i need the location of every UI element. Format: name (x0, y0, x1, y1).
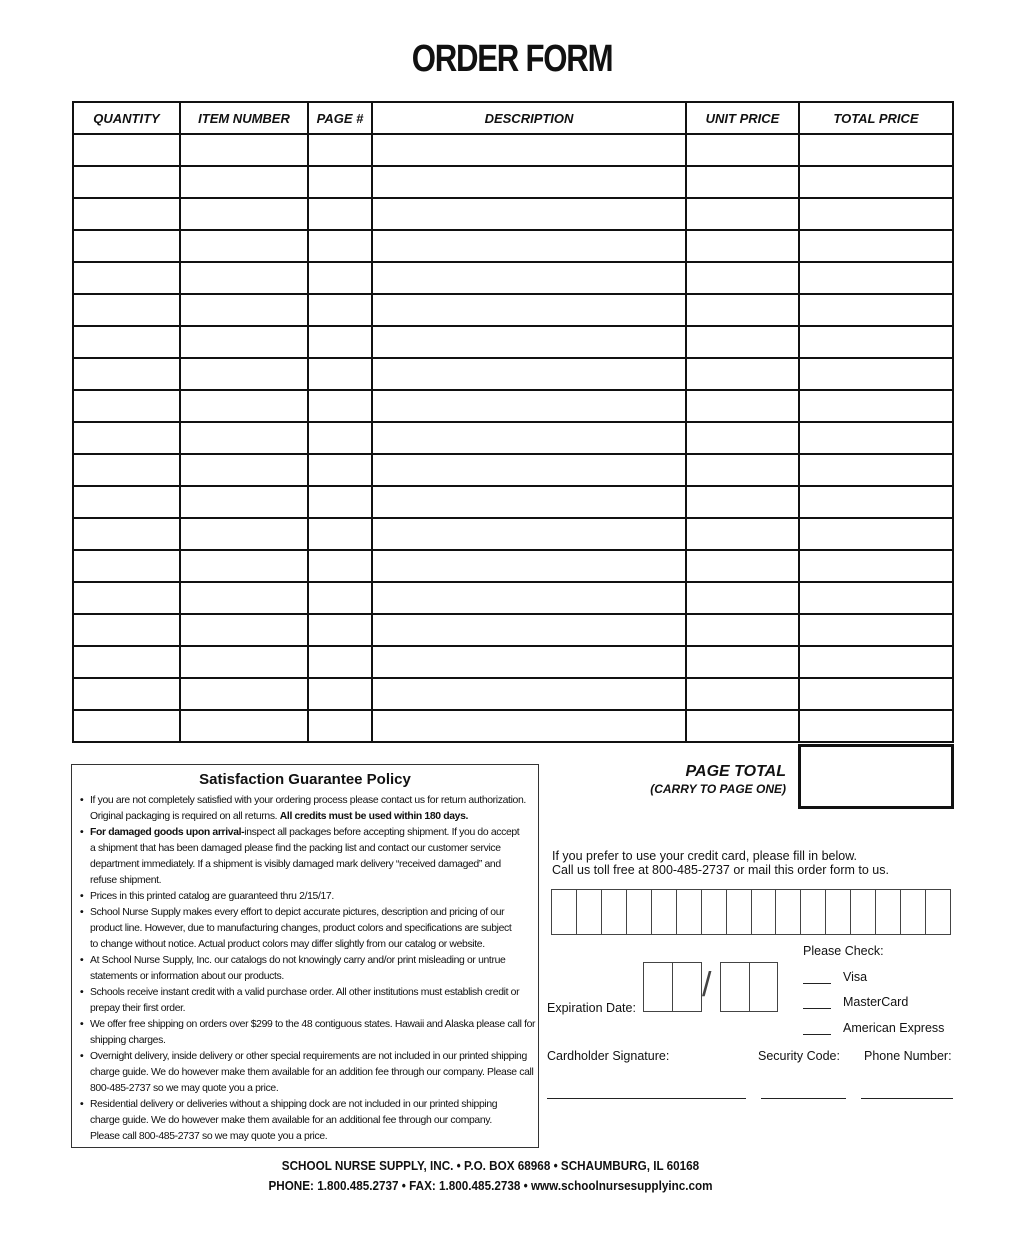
policy-item-line: prepay their first order. (90, 1003, 186, 1014)
table-cell[interactable] (686, 134, 799, 166)
table-cell[interactable] (308, 230, 372, 262)
table-cell[interactable] (180, 134, 308, 166)
table-cell[interactable] (372, 262, 686, 294)
card-digit-box[interactable] (652, 890, 677, 934)
table-row (73, 262, 953, 294)
policy-item (80, 1097, 536, 1145)
table-cell[interactable] (372, 230, 686, 262)
table-cell[interactable] (372, 326, 686, 358)
policy-list (80, 793, 536, 1145)
table-cell[interactable] (308, 614, 372, 646)
table-cell[interactable] (180, 262, 308, 294)
table-row (73, 326, 953, 358)
policy-item (80, 985, 536, 1017)
policy-item-line: shipping charges. (90, 1035, 166, 1046)
table-cell[interactable] (686, 166, 799, 198)
signature-field[interactable] (547, 1098, 746, 1099)
visa-check-line[interactable] (803, 983, 831, 984)
table-cell[interactable] (73, 582, 180, 614)
table-cell[interactable] (799, 710, 953, 742)
amex-label: American Express (843, 1021, 945, 1035)
credit-intro-line-2: Call us toll free at 800-485-2737 or mail this order form to us. (552, 863, 889, 877)
table-cell[interactable] (308, 582, 372, 614)
policy-item-line: inspect all packages before accepting shipment. If you do accept (244, 827, 520, 838)
table-cell[interactable] (308, 390, 372, 422)
table-cell[interactable] (372, 358, 686, 390)
policy-item-line: School Nurse Supply makes every effort to depict accurate pictures, description and pricing of our (90, 907, 505, 918)
header-page-number: PAGE # (308, 102, 372, 134)
table-cell[interactable] (308, 518, 372, 550)
table-row (73, 166, 953, 198)
table-cell[interactable] (180, 358, 308, 390)
credit-intro-line-1: If you prefer to use your credit card, please fill in below. (552, 849, 858, 863)
table-cell[interactable] (372, 134, 686, 166)
table-cell[interactable] (73, 166, 180, 198)
table-cell[interactable] (180, 646, 308, 678)
table-cell[interactable] (799, 198, 953, 230)
table-row (73, 710, 953, 742)
expiration-label: Expiration Date: (547, 1001, 636, 1015)
table-cell[interactable] (686, 582, 799, 614)
policy-item-emphasis: For damaged goods upon arrival- (90, 827, 245, 838)
policy-item-line: to change without notice. Actual product colors may differ slightly from our catalog or website. (90, 939, 485, 950)
table-cell[interactable] (372, 550, 686, 582)
table-cell[interactable] (686, 422, 799, 454)
policy-item-line: Prices in this printed catalog are guaranteed thru 2/15/17. (90, 891, 334, 902)
form-title: ORDER FORM (411, 38, 613, 80)
table-cell[interactable] (308, 166, 372, 198)
card-digit-box[interactable] (752, 890, 777, 934)
table-cell[interactable] (799, 582, 953, 614)
phone-number-label: Phone Number: (864, 1049, 952, 1063)
table-row (73, 550, 953, 582)
table-cell[interactable] (180, 390, 308, 422)
expiration-year-field[interactable] (720, 962, 778, 1012)
table-cell[interactable] (686, 710, 799, 742)
table-cell[interactable] (180, 486, 308, 518)
table-row (73, 198, 953, 230)
table-row (73, 646, 953, 678)
card-digit-box[interactable] (926, 890, 950, 934)
table-cell[interactable] (308, 710, 372, 742)
table-cell[interactable] (73, 294, 180, 326)
table-row (73, 518, 953, 550)
table-cell[interactable] (308, 358, 372, 390)
table-row (73, 422, 953, 454)
policy-item-line: Schools receive instant credit with a valid purchase order. All other institutions must establish credit or (90, 987, 520, 998)
order-table-body (73, 134, 953, 742)
table-row (73, 486, 953, 518)
card-digit-box[interactable] (552, 890, 577, 934)
policy-item-line: product line. However, due to manufacturing changes, product colors and specifications are subject (90, 923, 512, 934)
policy-item (80, 905, 536, 953)
table-cell[interactable] (308, 262, 372, 294)
table-cell[interactable] (73, 550, 180, 582)
visa-label: Visa (843, 970, 868, 984)
table-cell[interactable] (73, 518, 180, 550)
table-cell[interactable] (799, 230, 953, 262)
header-total-price: TOTAL PRICE (799, 102, 953, 134)
table-cell[interactable] (73, 486, 180, 518)
table-cell[interactable] (180, 454, 308, 486)
policy-item-line: charge guide. We do however make them available for an additional fee through our company. (90, 1115, 492, 1126)
table-cell[interactable] (686, 486, 799, 518)
table-cell[interactable] (686, 230, 799, 262)
card-digit-box[interactable] (876, 890, 901, 934)
table-row (73, 454, 953, 486)
table-cell[interactable] (308, 486, 372, 518)
card-digit-box[interactable] (801, 890, 826, 934)
table-cell[interactable] (372, 422, 686, 454)
table-cell[interactable] (73, 678, 180, 710)
table-cell[interactable] (799, 390, 953, 422)
table-cell[interactable] (799, 486, 953, 518)
table-cell[interactable] (73, 390, 180, 422)
table-cell[interactable] (799, 166, 953, 198)
table-cell[interactable] (308, 454, 372, 486)
policy-item-line: Overnight delivery, inside delivery or other special requirements are not included in our printed shipping (90, 1051, 527, 1062)
table-cell[interactable] (372, 198, 686, 230)
policy-item (80, 1049, 536, 1097)
policy-item-line: We offer free shipping on orders over $299 to the 48 contiguous states. Hawaii and Alaska please call for (90, 1019, 536, 1030)
policy-item-line: Residential delivery or deliveries without a shipping dock are not included in our printed shipping (90, 1099, 498, 1110)
page-total-label: PAGE TOTAL (685, 763, 786, 780)
security-code-field[interactable] (761, 1098, 846, 1099)
expiration-separator: / (702, 966, 712, 1004)
table-cell[interactable] (799, 518, 953, 550)
table-cell[interactable] (180, 198, 308, 230)
table-cell[interactable] (180, 582, 308, 614)
table-cell[interactable] (686, 678, 799, 710)
table-row (73, 230, 953, 262)
table-cell[interactable] (799, 262, 953, 294)
table-cell[interactable] (180, 518, 308, 550)
table-cell[interactable] (799, 550, 953, 582)
policy-item (80, 889, 536, 905)
card-digit-box[interactable] (702, 890, 727, 934)
card-digit-box[interactable] (602, 890, 627, 934)
table-cell[interactable] (799, 678, 953, 710)
table-cell[interactable] (372, 166, 686, 198)
page-total-subtitle: (CARRY TO PAGE ONE) (650, 782, 786, 796)
table-cell[interactable] (372, 678, 686, 710)
amex-check-line[interactable] (803, 1034, 831, 1035)
table-cell[interactable] (308, 678, 372, 710)
table-cell[interactable] (308, 646, 372, 678)
header-quantity: QUANTITY (73, 102, 180, 134)
table-cell[interactable] (372, 390, 686, 422)
table-cell[interactable] (686, 326, 799, 358)
table-cell[interactable] (73, 326, 180, 358)
table-cell[interactable] (686, 262, 799, 294)
table-cell[interactable] (686, 614, 799, 646)
policy-item-line: charge guide. We do however make them available for an addition fee through our company. Please call (90, 1067, 534, 1078)
table-cell[interactable] (73, 710, 180, 742)
policy-item-line: 800-485-2737 so we may quote you a price. (90, 1083, 279, 1094)
table-row (73, 294, 953, 326)
table-cell[interactable] (372, 454, 686, 486)
table-cell[interactable] (799, 646, 953, 678)
table-cell[interactable] (73, 646, 180, 678)
table-cell[interactable] (372, 518, 686, 550)
table-cell[interactable] (308, 550, 372, 582)
table-cell[interactable] (180, 422, 308, 454)
table-cell[interactable] (686, 646, 799, 678)
card-digit-box[interactable] (677, 890, 702, 934)
policy-item (80, 825, 536, 889)
table-cell[interactable] (686, 518, 799, 550)
table-row (73, 390, 953, 422)
table-cell[interactable] (686, 198, 799, 230)
table-cell[interactable] (686, 550, 799, 582)
table-cell[interactable] (180, 326, 308, 358)
table-header-row (73, 102, 953, 134)
table-cell[interactable] (308, 198, 372, 230)
table-cell[interactable] (799, 134, 953, 166)
table-cell[interactable] (180, 678, 308, 710)
table-cell[interactable] (372, 582, 686, 614)
table-cell[interactable] (73, 358, 180, 390)
mastercard-check-line[interactable] (803, 1008, 831, 1009)
table-cell[interactable] (180, 550, 308, 582)
table-row (73, 614, 953, 646)
table-cell[interactable] (799, 326, 953, 358)
policy-item (80, 953, 536, 985)
card-digit-box[interactable] (851, 890, 876, 934)
table-cell[interactable] (73, 262, 180, 294)
table-cell[interactable] (73, 454, 180, 486)
mastercard-label: MasterCard (843, 995, 909, 1009)
policy-box (71, 764, 539, 1148)
header-unit-price: UNIT PRICE (686, 102, 799, 134)
table-cell[interactable] (686, 358, 799, 390)
order-table (72, 101, 954, 743)
header-item-number: ITEM NUMBER (180, 102, 308, 134)
table-cell[interactable] (73, 614, 180, 646)
signature-label: Cardholder Signature: (547, 1049, 670, 1063)
policy-item-line: At School Nurse Supply, Inc. our catalogs do not knowingly carry and/or print misleading or untrue (90, 955, 506, 966)
footer-contact: PHONE: 1.800.485.2737 • FAX: 1.800.485.2738 • www.schoolnursesupplyinc.com (268, 1178, 713, 1193)
card-digit-box[interactable] (901, 890, 926, 934)
please-check-label: Please Check: (803, 944, 884, 958)
table-cell[interactable] (372, 614, 686, 646)
table-cell[interactable] (180, 230, 308, 262)
table-cell[interactable] (372, 294, 686, 326)
footer-address: SCHOOL NURSE SUPPLY, INC. • P.O. BOX 68968 • SCHAUMBURG, IL 60168 (281, 1158, 700, 1173)
card-digit-box[interactable] (577, 890, 602, 934)
policy-item-line: department immediately. If a shipment is visibly damaged mark delivery “received damaged” and (90, 859, 501, 870)
table-cell[interactable] (308, 294, 372, 326)
policy-item-emphasis: All credits must be used within 180 days. (279, 811, 469, 822)
table-cell[interactable] (799, 614, 953, 646)
table-cell[interactable] (180, 710, 308, 742)
policy-item (80, 793, 536, 825)
table-cell[interactable] (686, 454, 799, 486)
table-cell[interactable] (73, 230, 180, 262)
table-cell[interactable] (686, 294, 799, 326)
policy-item (80, 1017, 536, 1049)
table-cell[interactable] (73, 134, 180, 166)
policy-item-line: statements or information about our products. (90, 971, 284, 982)
policy-item-line: a shipment that has been damaged please find the packing list and contact our customer service (90, 843, 501, 854)
table-cell[interactable] (308, 422, 372, 454)
table-cell[interactable] (799, 358, 953, 390)
table-row (73, 678, 953, 710)
table-cell[interactable] (180, 614, 308, 646)
table-row (73, 582, 953, 614)
table-cell[interactable] (799, 454, 953, 486)
table-cell[interactable] (180, 166, 308, 198)
table-cell[interactable] (180, 294, 308, 326)
card-digit-box[interactable] (826, 890, 851, 934)
phone-number-field[interactable] (861, 1098, 953, 1099)
policy-title: Satisfaction Guarantee Policy (199, 771, 411, 788)
card-digit-box[interactable] (727, 890, 752, 934)
table-cell[interactable] (372, 646, 686, 678)
security-code-label: Security Code: (758, 1049, 840, 1063)
table-cell[interactable] (308, 134, 372, 166)
table-cell[interactable] (372, 486, 686, 518)
card-number-field[interactable] (551, 889, 951, 935)
page-total-field[interactable] (798, 744, 954, 809)
table-cell[interactable] (799, 422, 953, 454)
expiration-month-field[interactable] (643, 962, 702, 1012)
table-row (73, 134, 953, 166)
table-row (73, 358, 953, 390)
card-digit-box[interactable] (627, 890, 652, 934)
policy-item-line: Please call 800-485-2737 so we may quote you a price. (90, 1131, 328, 1142)
header-description: DESCRIPTION (372, 102, 686, 134)
card-digit-box[interactable] (776, 890, 801, 934)
table-cell[interactable] (372, 710, 686, 742)
table-cell[interactable] (73, 422, 180, 454)
policy-item-line: If you are not completely satisfied with your ordering process please contact us for return authorization. (90, 795, 526, 806)
table-cell[interactable] (799, 294, 953, 326)
policy-item-line: Original packaging is required on all returns. (90, 811, 278, 822)
table-cell[interactable] (308, 326, 372, 358)
policy-item-line: refuse shipment. (90, 875, 162, 886)
table-cell[interactable] (686, 390, 799, 422)
table-cell[interactable] (73, 198, 180, 230)
